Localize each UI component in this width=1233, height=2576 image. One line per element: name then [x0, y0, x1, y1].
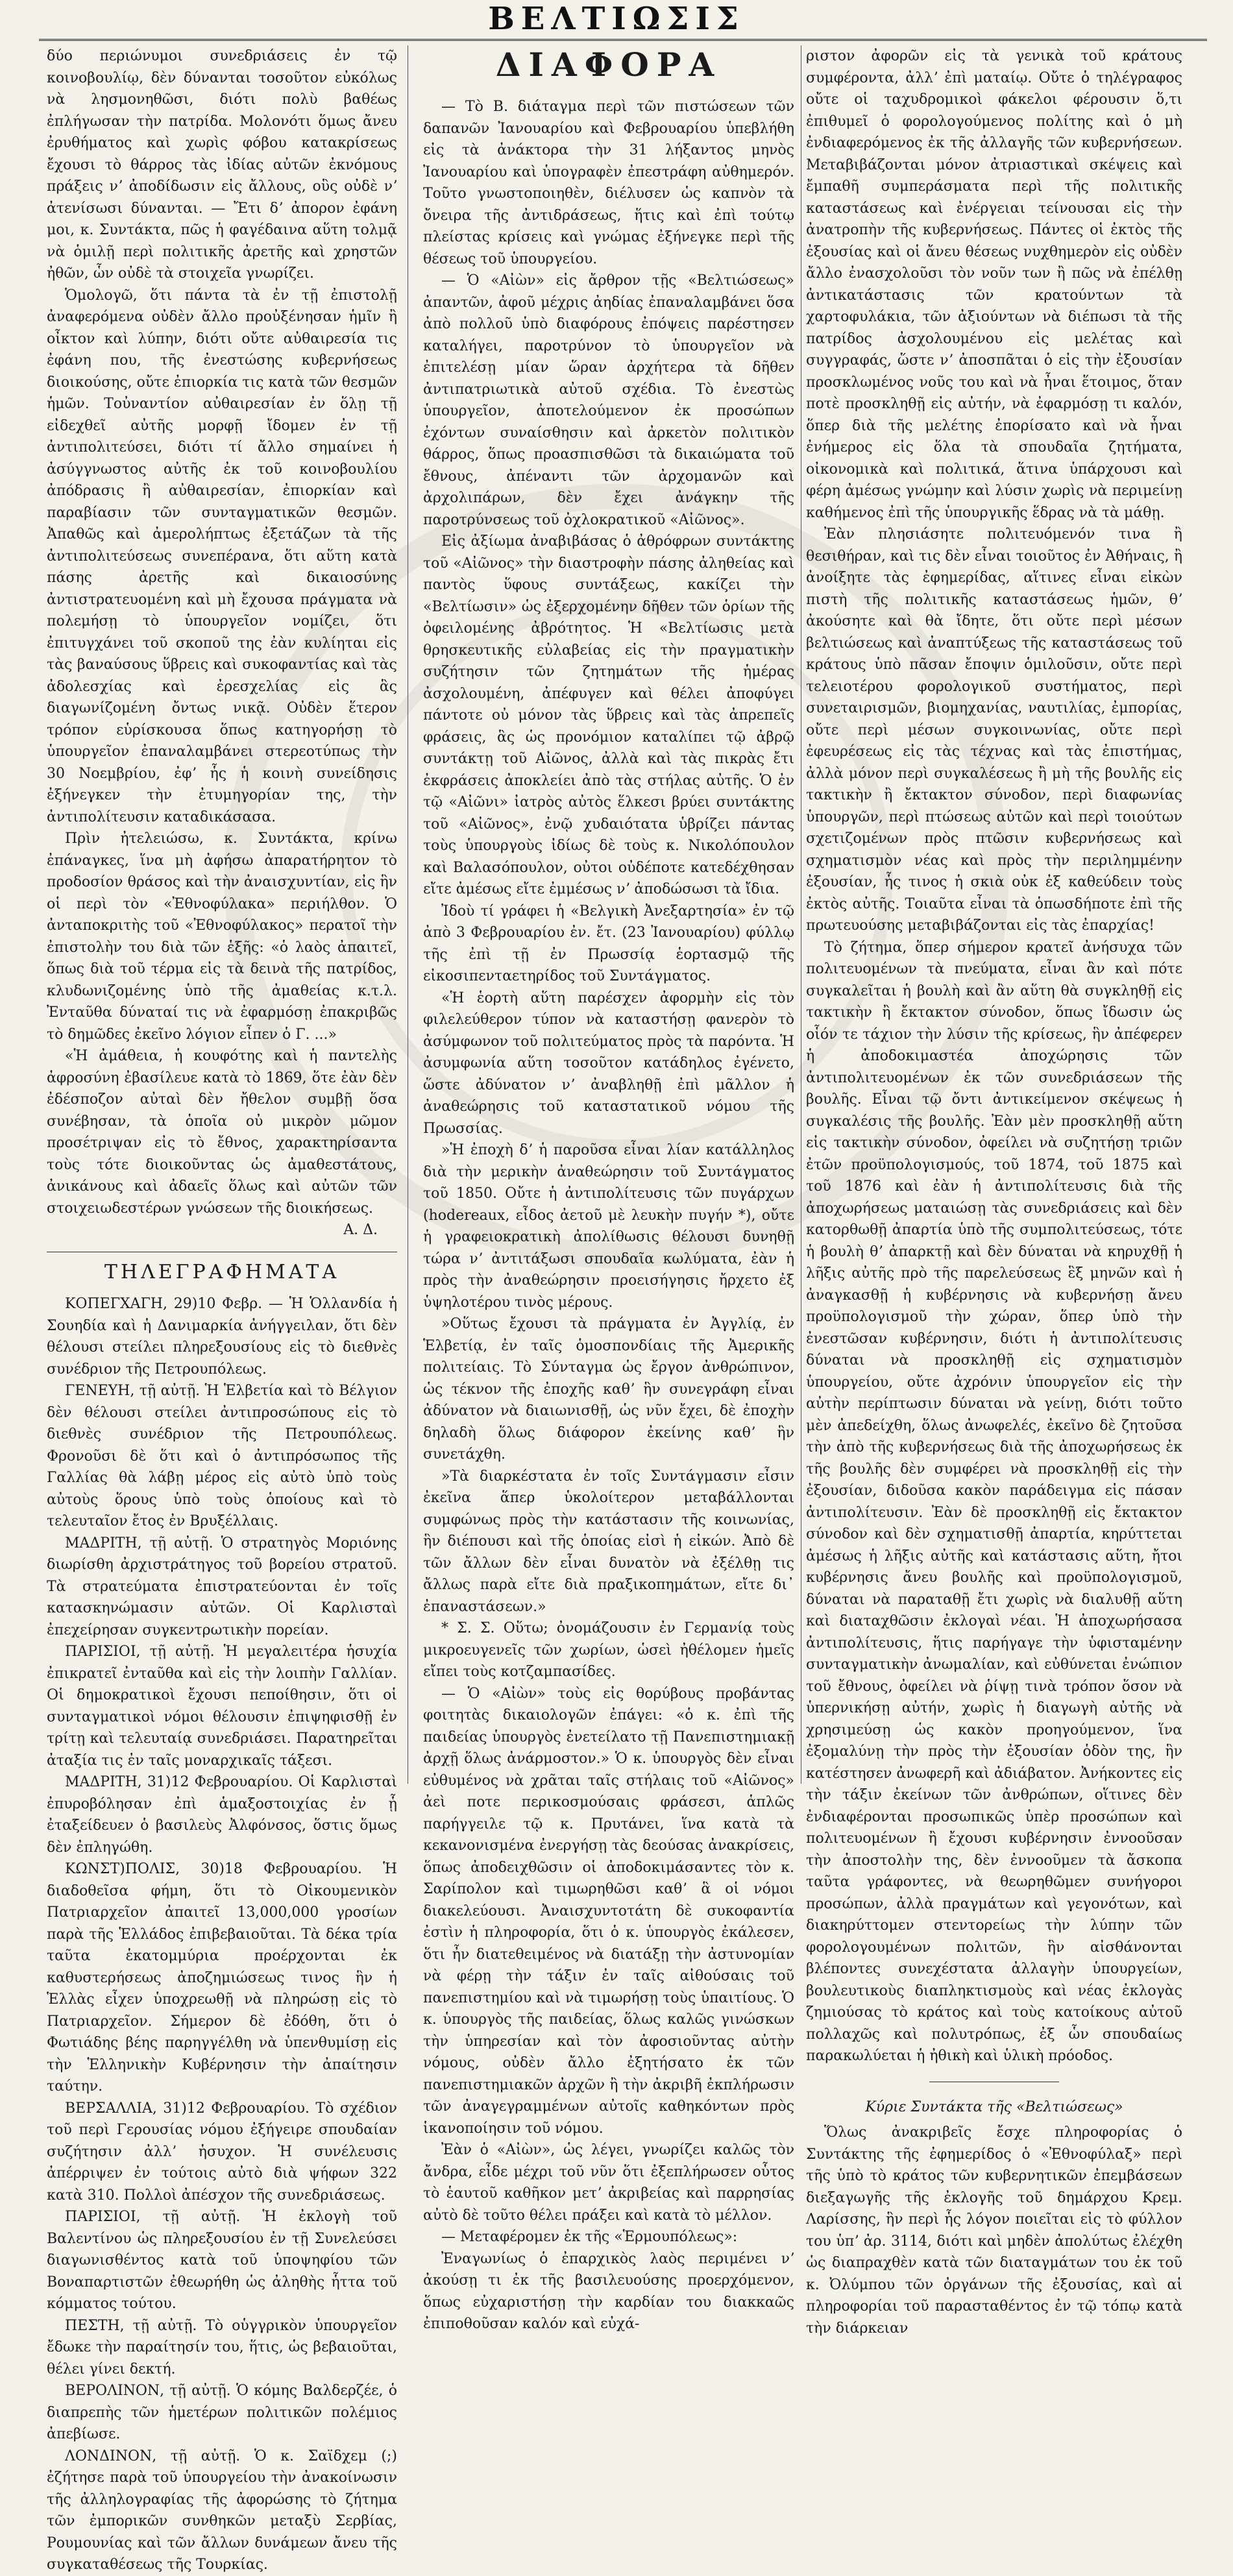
article-paragraph: ριστον ἀφορῶν εἰς τὰ γενικὰ τοῦ κράτους συμφέροντα, ἀλλʼ ἐπὶ ματαίῳ. Οὔτε ὁ τηλέγραφος οὔτε οἱ ταχυδρομικοὶ φάκελοι φέρουσιν ὅ,τι ἐπιθυμεῖ ὁ φορολογούμενος πολίτης καὶ ὁ μὴ ἐνδιαφερόμενος ἐκ τῆς ἀλλαγῆς τῶν κυβερνήσεων. Μεταβιβάζονται μόνον ἀτριαστικαὶ σκέψεις καὶ ἔμπαθῆ συμπεράσματα περὶ τῆς πολιτικῆς καταστάσεως καὶ ἐνέργειαι τείνουσαι εἰς τὴν ἀνατροπὴν τῆς κυβερνήσεως. Πάντες οἱ ἐκτὸς τῆς ἐξουσίας καὶ οἱ ἄνευ θέσεως νυχθημερὸν εἰς οὐδὲν ἄλλο ἐνασχολοῦσι τὸν νοῦν των ἢ πῶς νὰ ἐπέλθῃ ἀντικατάστασις τῶν κρατούντων τὰ χαρτοφυλάκια, τῶν ἀξιούντων νὰ διέπωσι τὰ τῆς πατρίδος ἀσχολουμένου εἰς μελέτας καὶ συγγραφάς, ὥστε νʼ ἀποσπᾶται ὁ εἰς τὴν ἐξουσίαν προσκλωμένος νοῦς του καὶ νὰ ἦναι ἕτοιμος, ὅταν ποτὲ προσκληθῇ εἰς αὐτήν, νὰ ἐφαρμόσῃ τι καλόν, ὅπερ διὰ τῆς μελέτης ἐπορίσατο καὶ νὰ ἦναι ἐνήμερος εἰς ὅλα τὰ σπουδαῖα ζητήματα, οἰκονομικὰ καὶ πολιτικά, ἅτινα ὑπάρχουσι καὶ φέρη ἀμέσως γνώμην καὶ λύσιν χωρὶς νὰ περιμείνῃ καθήμενος ἐπὶ τῆς ὑπουργικῆς ἕδρας νὰ τὰ μάθῃ.	[806, 48, 1182, 521]
article-paragraph: Ἐὰν πλησιάσητε πολιτευόμενόν τινα ἢ θεσιθήραν, καὶ τις δὲν εἶναι τοιοῦτος ἐν Ἀθήναις, ἢ ἀνοίξητε τὰς ἐφημερίδας, αἵτινες εἶναι εἰκὼν πιστὴ τῆς πολιτικῆς καταστάσεως ἡμῶν, θʼ ἀκούσητε καὶ θὰ ἴδητε, ὅτι οὔτε περὶ μέσων βελτιώσεως καὶ ἀναπτύξεως τῆς καταστάσεως τοῦ κράτους ὑπὸ πᾶσαν ἔποψιν ὁμιλοῦσιν, οὔτε περὶ τελειοτέρου φορολογικοῦ συστήματος, περὶ συνεταιρισμῶν, βιομηχανίας, ναυτιλίας, ἐμπορίας, οὔτε περὶ μέσων συγκοινωνίας, οὔτε περὶ ἐφευρέσεως εἰς τὰς τέχνας καὶ τὰς ἐπιστήμας, ἀλλὰ μόνον περὶ συγκαλέσεως ἢ μὴ τῆς βουλῆς εἰς τακτικὴν ἢ ἔκτακτον σύνοδον, περὶ διαφωνίας ὑπουργῶν, περὶ πτώσεως αὐτῶν καὶ περὶ τοιούτων σχετιζομένων πρὸς πτῶσιν κυβερνήσεως καὶ σχηματισμὸν νέας καὶ πρὸς τὴν περιλημμένην ἐξουσίαν, ἧς τινος ἡ σκιὰ οὐκ ἐξ καθεύδειν τοὺς ἐκτὸς αὐτῆς. Τοιαῦτα εἶναι τὰ ὁπωσδήποτε ἐπὶ τῆς πρωτευούσης μεταβιβάζονται εἰς τὰς ἐπαρχίας!	[806, 526, 1182, 934]
article-paragraph: — Ὁ «Αἰὼν» εἰς ἄρθρον τῇς «Βελτιώσεως» ἀπαντῶν, ἀφοῦ μέχρις ἀηδίας ἐπαναλαμβάνει ὅσα ἀπὸ πολλοῦ ὑπὸ διαφόρους ἐπόψεις παρέστησεν καταλήγει, παροτρύνον τὸ ὑπουργεῖον νὰ ἐπιτελέσῃ μίαν ὥραν ἀρχήτερα τὰ δῆθεν ἀντιπατριωτικὰ αὐτοῦ σχέδια. Τὸ ἐνεστὼς ὑπουργεῖον, ἀποτελούμενον ἐκ προσώπων ἐχόντων συναίσθησιν καὶ ἀρκετὸν πολιτικὸν θάρρος, ὅπως προασπισθῶσι τὰ δικαιώματα τοῦ ἔθνους, ἀπέναντι τῶν ἀρχομανῶν καὶ ἀρχολιπάρων, δὲν ἔχει ἀνάγκην τῆς παροτρύνσεως τοῦ ὀχλοκρατικοῦ «Αἰῶνος».	[423, 273, 794, 528]
article-paragraph: Ἐὰν ὁ «Αἰὼν», ὡς λέγει, γνωρίζει καλῶς τὸν ἄνδρα, εἶδε μέχρι τοῦ νῦν ὅτι ἐξεπλήρωσεν οὗτος τὸ ἑαυτοῦ καθῆκον μετʼ ἀκριβείας καὶ παρρησίας αὐτὸ δὲ τοῦτο θέλει πράξει καὶ κατὰ τὸ μέλλον.	[423, 2142, 794, 2224]
article-paragraph: — Ὁ «Αἰὼν» τοὺς εἰς θορύβους προβάντας φοιτητὰς δικαιολογῶν ἐπάγει: «ὁ κ. ἐπὶ τῆς παιδείας ὑπουργὸς ἐνετείλατο τῇ Πανεπιστημιακῇ ἀρχῇ ὅλως ἀνάρμοστον.» Ὁ κ. ὑπουργὸς δὲν εἶναι εὐθυμένος νὰ χρᾶται ταῖς στήλαις τοῦ «Αἰῶνος» ἀεὶ ποτε περικοσμούσαις φράσεσι, ἁπλῶς παρήγγειλε τῷ κ. Πρυτάνει, ἵνα κατὰ τὰ κεκανονισμένα ἐνεργήσῃ τὰς δεούσας ἀνακρίσεις, ὅπως ἀποδειχθῶσιν οἱ ἀποδοκιμάσαντες τὸν κ. Σαρίπολον καὶ τιμωρηθῶσι καθʼ ἃ οἱ νόμοι διακελεύουσι. Ἀναισχυντοτάτη δὲ συκοφαντία ἐστὶν ἡ πληροφορία, ὅτι ὁ κ. ὑπουργὸς ἐκάλεσεν, ὅτι ἦν διατεθειμένος νὰ διατάξῃ τὴν ἀστυνομίαν νὰ φέρῃ τὴν τάξιν ἐν ταῖς αἰθούσαις τοῦ πανεπιστημίου καὶ νὰ τιμωρήσῃ τοὺς ὑπαιτίους. Ὁ κ. ὑπουργὸς τῆς παιδείας, ὅλως καλῶς γινώσκων τὴν ὑπηρεσίαν καὶ τὸν ἀφοσιοῦντας αὐτὴν νόμους, οὐδὲν ἄλλο ἐξητήσατο ἐκ τῶν πανεπιστημιακῶν ἀρχῶν ἢ τὴν ἀκριβῆ ἐκπλήρωσιν τῶν ἀναγεγραμμένων αὐτοῖς καθηκόντων πρὸς ἱκανοποίησιν τοῦ νόμου.	[423, 1685, 794, 2137]
article-paragraph: — Τὸ Β. διάταγμα περὶ τῶν πιστώσεων τῶν δαπανῶν Ἰανουαρίου καὶ Φεβρουαρίου ὑπεβλήθη εἰς τὰ ἀνάκτορα τὴν 31 λήξαντος μηνὸς Ἰανουαρίου καὶ ὑπογραφὲν ἐπεστράφη αὐθημερόν. Τοῦτο γνωστοποιηθὲν, διέλυσεν ὡς καπνὸν τὰ ὄνειρα τῆς ἀντιδράσεως, ἥτις καὶ ἐπὶ τούτῳ πλείστας κρίσεις καὶ γνώμας ἐξήνεγκε περὶ τῆς θέσεως τοῦ ὑπουργείου.	[423, 99, 794, 267]
telegram-item: ΜΑΔΡΙΤΗ, 31)12 Φεβρουαρίου. Οἱ Καρλισταὶ ἐπυροβόλησαν ἐπὶ ἁμαξοστοιχίας ἐν ᾗ ἐταξείδευεν ὁ βασιλεὺς Ἀλφόνσος, ὅστις ὅμως δὲν ἐπληγώθη.	[47, 1774, 397, 1856]
article-paragraph: Ὁμολογῶ, ὅτι πάντα τὰ ἐν τῇ ἐπιστολῇ ἀναφερόμενα οὐδὲν ἄλλο προὐξένησαν ἡμῖν ἢ οἶκτον καὶ λύπην, διότι οὔτε αὐθαιρεσία τις ἐφάνη που, τῆς ἐνεστώσης κυβερνήσεως διοικούσης, οὔτε ἐπιορκία τις κατὰ τῶν θεσμῶν ἡμῶν. Τοὐναντίον αὐθαιρεσίαν ἐν ὅλῃ τῇ εἰδεχθεῖ αὐτῆς μορφῇ ἴδομεν ἐν τῇ ἀντιπολιτεύσει, διότι τί ἄλλο σημαίνει ἡ ἀσύγγνωστος αὐτῆς ἐκ τοῦ κοινοβουλίου ἀπόδρασις ἢ αὐθαιρεσίαν, ἐπιορκίαν καὶ παραβίασιν τῶν συνταγματικῶν θεσμῶν. Ἀπαθῶς καὶ ἀμερολήπτως ἐξετάζων τὰ τῆς ἀντιπολιτεύσεως συνεπέρανα, ὅτι αὕτη κατὰ πάσης ἀρετῆς καὶ δικαιοσύνης ἀντιστρατευομένη καὶ μὴ ἔχουσα πράγματα νὰ πολεμήσῃ τὸ ὑπουργεῖον νομίζει, ὅτι ἐπιτυγχάνει τοῦ σκοποῦ της ἐὰν κυλίηται εἰς τὰς βαναύσους ὕβρεις καὶ συκοφαντίας καὶ τὰς ἀδολεσχίας καὶ ἐρεσχελίας εἰς ἃς διαγωνίζομένη ὄντως νικᾷ. Οὐδὲν ἕτερον τρόπον εὑρίσκουσα ὅπως κατηγορήσῃ τὸ ὑπουργεῖον ἐπαναλαμβάνει στερεοτύπως τὴν 30 Νοεμβρίου, ἐφʼ ἧς ἡ κοινὴ συνείδησις ἐξήνεγκεν τὴν ἐτυμηγορίαν της, τὴν ἀντιπολίτευσιν καταδικάσασα.	[47, 287, 397, 825]
telegram-item: ΒΕΡΣΑΛΛΙΑ, 31)12 Φεβρουαρίου. Τὸ σχέδιον τοῦ περὶ Γερουσίας νόμου ἐξήγειρε σπουδαίαν συζήτησιν ἀλλʼ ἡσυχον. Ἡ συνέλευσις ἀπέρριψεν ἐν τούτοις αὐτὸ διὰ ψήφων 322 κατὰ 310. Πολλοὶ ἀπέσχον τῆς συνεδριάσεως.	[47, 2100, 397, 2204]
telegram-item: ΠΕΣΤΗ, τῇ αὐτῇ. Τὸ οὑγγρικὸν ὑπουργεῖον ἔδωκε τὴν παραίτησίν του, ἥτις, ὡς βεβαιοῦται, θέλει γίνει δεκτή.	[47, 2317, 397, 2377]
telegrams-heading: ΤΗΛΕΓΡΑΦΗΜΑΤΑ	[104, 1260, 340, 1283]
footnote: * Σ. Σ. Οὕτω; ὀνομάζουσιν ἐν Γερμανίᾳ τοὺς μικροευγενεῖς τῶν χωρίων, ὡσεὶ ἠθέλομεν ἡμεῖς εἴπει τοὺς κοτζαμπασίδες.	[423, 1620, 794, 1680]
column-2	[423, 45, 794, 2332]
telegram-item: ΒΕΡΟΛΙΝΟΝ, τῇ αὐτῇ. Ὁ κόμης Βαλδερζέε, ὁ διαπρεπὴς τῶν ἡμετέρων πολιτικῶν πολέμιος ἀπεβίωσε.	[47, 2383, 397, 2442]
masthead-rule	[39, 39, 1207, 41]
telegram-item: ΚΟΠΕΓΧΑΓΗ, 29)10 Φεβρ. — Ἡ Ὁλλανδία ἡ Σουηδία καὶ ἡ Δανιμαρκία ἀνήγγειλαν, ὅτι δὲν θέλουσι στείλει πληρεξουσίους εἰς τὸ διεθνὲς συνέδριον τῆς Πετρουπόλεως.	[47, 1296, 397, 1378]
miscellany-heading: ΔΙΑΦΟΡΑ	[495, 45, 722, 84]
article-paragraph: Ἰδοὺ τί γράφει ἡ «Βελγικὴ Ἀνεξαρτησία» ἐν τῷ ἀπὸ 3 Φεβρουαρίου ἐν. ἔτ. (23 Ἰανουαρίου) φύλλῳ τῆς ἐπὶ τῇ ἐν Πρωσσίᾳ ἑορτασμῷ τῆς εἰκοσιπενταετηρίδος τοῦ Συντάγματος.	[423, 903, 794, 984]
telegram-item: ΓΕΝΕΥΗ, τῇ αὐτῇ. Ἡ Ἑλβετία καὶ τὸ Βέλγιον δὲν θέλουσι στείλει ἀντιπροσώπους εἰς τὸ διεθνὲς συνέδριον τῆς Πετρουπόλεως. Φρονοῦσι δὲ ὅτι καὶ ὁ ἀντιπρόσωπος τῆς Γαλλίας θὰ λάβῃ μέρος εἰς αὐτὸ ὑπὸ τοὺς αὐτοὺς ὅρους ὑπὸ τοὺς ὁποίους καὶ τὸ τελευταῖον ἔτος ἐν Βρυξέλλαις.	[47, 1383, 397, 1529]
column-1	[47, 45, 397, 2573]
masthead	[0, 0, 1233, 40]
article-paragraph: »Τὰ διαρκέστατα ἐν τοῖς Συντάγμασιν εἶσιν ἐκεῖνα ἅπερ ὑκολοίτερον μεταβάλλονται συμφώνως πρὸς τὴν κατάστασιν τῆς κοινωνίας, ἣν διέπουσι καὶ τῆς ὁποίας εἰσὶ ἡ εἰκών. Ἀπὸ δὲ τῶν ἄλλων δὲν εἶναι δυνατὸν νὰ ἐξέλθῃ τις ἄλλως παρὰ εἴτε διὰ πραξικοπημάτων, εἴτε δι᾽ ἐπαναστάσεων.»	[423, 1468, 794, 1615]
telegram-item: ΠΑΡΙΣΙΟΙ, τῇ αὐτῇ. Ἡ μεγαλειτέρα ἡσυχία ἐπικρατεῖ ἐνταῦθα καὶ εἰς τὴν λοιπὴν Γαλλίαν. Οἱ δημοκρατικοὶ ἔχουσι πεποίθησιν, ὅτι οἱ συνταγματικοὶ νόμοι θέλουσιν ἐπιψηφισθῇ ἐν τρίτῃ καὶ τελευταίᾳ συνεδριάσει. Παρατηρεῖται ἀταξία τις ἐν ταῖς μοναρχικαῖς τάξεσι.	[47, 1644, 397, 1769]
article-paragraph: »Ἡ ἐποχὴ δʼ ἡ παροῦσα εἶναι λίαν κατάλληλος διὰ τὴν μερικὴν ἀναθεώρησιν τοῦ Συντάγματος τοῦ 1850. Οὔτε ἡ ἀντιπολίτευσις τῶν πυγάρχων (hodereaux, εἶδος ἀετοῦ μὲ λευκὴν πυγήν *), οὔτε ἡ γραφειοκρατικὴ ἀπολίθωσις θέλουσι δυνηθῇ τώρα νʼ ἀντιτάξωσι σπουδαῖα κωλύματα, ἐὰν ἡ πρὸς τὴν ἀναθεώρησιν προεισήγησις ἤρχετο ἐξ ὑψηλοτέρου τινὸς μέρους.	[423, 1142, 794, 1311]
article-paragraph: Τὸ ζήτημα, ὅπερ σήμερον κρατεῖ ἀνήσυχα τῶν πολιτευομένων τὰ πνεύματα, εἶναι ἂν καὶ πότε συγκαλεῖται ἡ βουλὴ καὶ ἂν αὕτη θὰ συγκληθῇ εἰς τακτικὴν ἢ ἔκτακτον σύνοδον, ὅπως ἴδωσιν ὡς οἷόν τε τάχιον τὴν λύσιν τῆς κρίσεως, ἣν ἀπέφερεν ἡ ἀποδοκιμαστέα ἀποχώρησις τῶν ἀντιπολιτευομένων ἐκ τῶν συνεδριάσεων τῆς βουλῆς. Εἶναι τῷ ὄντι ἀντικείμενον σκέψεως ἡ συγκαλέσις τῆς βουλῆς. Ἐὰν μὲν προσκληθῇ αὕτη εἰς τακτικὴν σύνοδον, ὀφείλει νὰ συζητήσῃ τριῶν ἐτῶν προϋπολογισμούς, τοῦ 1874, τοῦ 1875 καὶ τοῦ 1876 καὶ ἐὰν ἡ ἀντιπολίτευσις διὰ τῆς ἀποχωρήσεως ματαιώσῃ τὰς συνεδριάσεις καὶ δὲν κατορθωθῇ ἀπαρτία ὑπὸ τῆς συμπολιτεύσεως, τότε ἡ βουλὴ θʼ ἀπαρκτῇ καὶ δὲν δύναται νὰ κηρυχθῇ ἡ λῆξις αὐτῆς πρὸ τῆς παρελεύσεως ἓξ μηνῶν καὶ ἡ ἀναγκασθῇ ἡ κυβέρνησις νὰ κυβερνήσῃ ἄνευ προϋπολογισμοῦ τὴν χώραν, ὅπερ ὑπὸ τὴν ἐνεστῶσαν κυβέρνησιν, διότι ἡ ἀντιπολίτευσις δύναται νὰ προσκληθῇ εἰς σχηματισμὸν ὑπουργείου, οὔτε ἀχρόνιν ὑπουργεῖον εἰς τὴν αὐτὴν περίπτωσιν δύναται νὰ γείνῃ, διότι τοῦτο μὲν ἀπεδείχθη, ὅλως ἀνωφελές, ἐκεῖνο δὲ ζητοῦσα τὴν ἀπὸ τῆς κυβερνήσεως διὰ τῆς ἀποχωρήσεως ἐκ τῆς βουλῆς δὲν συμφέρει νὰ προσκληθῇ εἰς τὴν ἐξουσίαν, διδοῦσα κακὸν παράδειγμα εἰς πάσαν ἀντιπολίτευσιν. Ἐὰν δὲ προσκληθῇ εἰς ἔκτακτον σύνοδον καὶ δὲν σχηματισθῇ ἀπαρτία, κηρύττεται ἀμέσως ἡ λῆξις αὐτῆς καὶ κατάστασις αὕτη, ἤτοι κυβέρνησις ἄνευ βουλῆς καὶ προϋπολογισμοῦ, δύναται νὰ παραταθῇ ἔτι χωρὶς νὰ διαλυθῇ αὕτη καὶ διαταχθῶσιν ἐκλογαὶ νέαι. Ἡ ἀποχωρήσασα ἀντιπολίτευσις, ἥτις παρήγαγε τὴν ὑφισταμένην συνταγματικὴν ἀνωμαλίαν, καὶ εὐθύνεται ἐνώπιον τοῦ ἔθνους, ὀφείλει νὰ ῥίψῃ τινὰ τρόπον ὅσον νὰ ὑπερνικήσῃ αὐτήν, χωρὶς ἡ διαγωγὴ αὐτῆς νὰ χρησιμεύσῃ ὡς κακὸν προηγούμενον, ἵνα ἐξομαλύνῃ τὴν πρὸς τὴν ἐξουσίαν ὁδὸν της, ἣν κατέστησεν ἀνωφερῆ καὶ ἀδιάβατον. Ἀνήκοντες εἰς τὴν τάξιν ἐκείνων τῶν ἀνθρώπων, οἵτινες δὲν ἐνδιαφέρονται προσωπικῶς ὑπὲρ προσώπων καὶ πολιτευομένων ἢ ἔχουσι κυβέρνησιν ἐννοοῦσαν τὴν ἀποστολὴν της, δὲν ἐννοοῦμεν τὰ ἄσκοπα ταῦτα γράφοντες, νὰ θεωρηθῶμεν συνήγοροι προσώπων, ἀλλὰ πραγμάτων καὶ γεγονότων, καὶ διακηρύττομεν στεντορείως τὴν λύπην τῶν φορολογουμένων πολιτῶν, ἣν αἰσθάνονται βλέποντες συνεχέστατα ἀλλαγὴν ὑπουργείων, βουλευτικοὺς διαπληκτισμοὺς καὶ νέας ἐκλογὰς ζημιούσας τὸ κράτος καὶ τοὺς κατοίκους αὐτοῦ πολλαχῶς καὶ πολυτρόπως, ἐξ ὧν σπουδαίως παρακωλύεται ἡ ἠθικὴ καὶ ὑλικὴ πρόοδος.	[806, 939, 1182, 2064]
letter-paragraph: Ὅλως ἀνακριβεῖς ἔσχε πληροφορίας ὁ Συντάκτης τῆς ἐφημερίδος ὁ «Ἐθνοφύλαξ» περὶ τῆς ὑπὸ τὸ κράτος τῶν κυβερνητικῶν ἐπεμβάσεων διεξαγωγῆς τῆς ἐκλογῆς τοῦ δημάρχου Κρεμ. Λαρίσσης, ἣν περὶ ἧς λόγον ποιεῖται εἰς τὸ φύλλον του ὑπʼ ἀρ. 3114, διότι καὶ μηδὲν ἀπολύτως ἐλέχθη ὡς διαπραχθὲν κατὰ τῶν διαταγμάτων του ἐκ τοῦ κ. Ὀλύμπου τῶν ὀργάνων τῆς ἐξουσίας, καὶ αἱ πληροφορίαι τοῦ παρασταθέντος ἐν τῷ τόπῳ κατὰ τὴν διάρκειαν	[806, 2124, 1182, 2337]
article-paragraph: «Ἡ ἀμάθεια, ἡ κουφότης καὶ ἡ παντελὴς ἀφροσύνη ἐβασίλευε κατὰ τὸ 1869, ὅτε ἐὰν δὲν ἐδέσποζον αὐταὶ δὲν ἤθελον συμβῇ ὅσα συνέβησαν, τὰ ὁποῖα οὐ μικρὸν μῶμον προσέτριψαν εἰς τὸ ἔθνος, χαρακτηρίσαντα τοὺς τότε διοικοῦντας ὡς ἀμαθεστάτους, ἀνικάνους καὶ ἀδαεῖς ὅλως καὶ αὐτῶν τῶν στοιχειωδεστέρων γνώσεων τῆς διοικήσεως.	[47, 1048, 397, 1217]
article-paragraph: Εἰς ἀξίωμα ἀναβιβάσας ὁ ἀθρόφρων συντάκτης τοῦ «Αἰῶνος» τὴν διαστροφὴν πάσης ἀληθείας καὶ παντὸς ὕφους συντάξεως, κακίζει τὴν «Βελτίωσιν» ὡς ἐξερχομένην δῆθεν τῶν ὁρίων τῆς ὀφειλομένης ἀβρότητος. Ἡ «Βελτίωσις μετὰ θρησκευτικῆς εὐλαβείας εἰς τὴν πραγματικὴν συζήτησιν τῶν ζητημάτων τῆς ἡμέρας ἀσχολουμένη, ἀπέφυγεν καὶ θέλει ἀποφύγει πάντοτε οὐ μόνον τὰς ὕβρεις καὶ τὰς ἀπρεπεῖς φράσεις, ἃς ὡς προνόμιον καταλίπει τῷ ἀβρῷ συντάκτῃ τοῦ Αἰῶνος, ἀλλὰ καὶ τὰς πικρὰς ἔτι ἐκφράσεις ἀποκλείει ἀπὸ τὰς στήλας αὐτῆς. Ὁ ἐν τῷ «Αἰῶνι» ἰατρὸς αὐτὸς ἕλκεσι βρύει συντάκτης τοῦ «Αἰῶνος», ἐνῷ χυδαιότατα ὑβρίζει πάντας τοὺς ὑπουργοὺς ἰδίως δὲ τοὺς κ. Νικολόπουλον καὶ Βαλασόπουλον, οὐτοι οὐδέποτε κατεδέχθησαν εἴτε ἀμέσως εἴτε ἐμμέσως νʼ ἀποδώσωσι τὰ ἴδια.	[423, 533, 794, 897]
article-paragraph: «Ἡ ἑορτὴ αὕτη παρέσχεν ἀφορμὴν εἰς τὸν φιλελεύθερον τύπον νὰ καταστήσῃ φανερὸν τὸ ἀσύμφωνον τοῦ πολιτεύματος πρὸς τὰ παρόντα. Ἡ ἀσυμφωνία αὕτη τοσοῦτον κατάδηλος ἐγένετο, ὥστε ἀδύνατον νʼ ἀναβληθῇ ἐπὶ μᾶλλον ἡ ἀναθεώρησις τοῦ καταστατικοῦ νόμου τῆς Πρωσσίας.	[423, 990, 794, 1137]
article-paragraph: Πρὶν ἠτελειώσω, κ. Συντάκτα, κρίνω ἐπάναγκες, ἵνα μὴ ἀφήσω ἀπαρατήρητον τὸ προδοσίον θράσος καὶ τὴν ἀναισχυντίαν, εἰς ἣν οἱ περὶ τὸν «Ἐθνοφύλακα» περιήλθον. Ὁ ἀνταποκριτὴς τοῦ «Ἐθνοφύλακος» περατοῖ τὴν ἐπιστολὴν του διὰ τῶν ἑξῆς: «ὁ λαὸς ἀπαιτεῖ, ὅπως διὰ τοῦ τέρμα εἰς τὰ δεινὰ τῆς πατρίδος, κλυδωνιζομένης ὑπὸ τῆς ἀμαθείας κ.τ.λ. Ἐνταῦθα δύναταί τις νὰ ἐφαρμόσῃ ἐπακριβῶς τὸ δημῶδες ἐκεῖνο λόγιον εἶπεν ὁ Γ. ...»	[47, 831, 397, 1043]
article-paragraph: — Μεταφέρομεν ἐκ τῆς «Ἑρμουπόλεως»:	[441, 2229, 738, 2245]
telegram-item: ΚΩΝΣΤ)ΠΟΛΙΣ, 30)18 Φεβρουαρίου. Ἡ διαδοθεῖσα φήμη, ὅτι τὸ Οἰκουμενικὸν Πατριαρχεῖον ἀπαιτεῖ 13,000,000 γροσίων παρὰ τῆς Ἑλλάδος ἐπιβεβαιοῦται. Τὰ δέκα τρία ταῦτα ἑκατομμύρια προέρχονται ἐκ καθυστερήσεως ἀποζημιώσεως τινος ἣν ἡ Ἑλλὰς εἶχεν ὑποχρεωθῇ νὰ πληρώσῃ εἰς τὸ Πατριαρχεῖον. Σήμερον δὲ ἐδόθη, ὅτι ὁ Φωτιάδης βέης παρηγγέλθη νὰ ὑπενθυμίσῃ εἰς τὴν Ἑλληνικὴν Κυβέρνησιν τὴν ἀπαίτησιν ταύτην.	[47, 1861, 397, 2095]
telegram-item: ΠΑΡΙΣΙΟΙ, τῇ αὐτῇ. Ἡ ἐκλογὴ τοῦ Βαλεντίνου ὡς πληρεξουσίου ἐν τῇ Συνελεύσει διαγωνισθέντος κατὰ τοῦ ὑποψηφίου τῶν Βοναπαρτιστῶν ἐθεωρήθη ὡς ἀληθὴς ἧττα τοῦ κόμματος τούτου.	[47, 2209, 397, 2312]
author-signature: Α. Δ.	[343, 1222, 378, 1238]
article-paragraph: »Οὕτως ἔχουσι τὰ πράγματα ἐν Ἀγγλίᾳ, ἐν Ἑλβετίᾳ, ἐν ταῖς ὁμοσπονδίαις τῆς Ἀμερικῆς πολιτείαις. Τὸ Σύνταγμα ὡς ἔργον ἀνθρώπινον, ὡς τέκνον τῆς ἐποχῆς καθʼ ἣν συνεγράφη εἶναι ἀδύνατον νὰ διαιωνισθῇ, ὡς νῦν ἔχει, δὲ ἐποχὴν δηλαδὴ ὅλως διάφορον ἐκείνης καθʼ ἣν συνετάχθη.	[423, 1316, 794, 1463]
newspaper-title: ΒΕΛΤΙΩΣΙΣ	[488, 1, 745, 37]
telegram-item: ΜΑΔΡΙΤΗ, τῇ αὐτῇ. Ὁ στρατηγὸς Μοριόνης διωρίσθη ἀρχιστράτηγος τοῦ βορείου στρατοῦ. Τὰ στρατεύματα ἐπιστρατεύονται ἐν τοῖς κατασκηνώμασιν αὐτῶν. Οἱ Καρλισταὶ ἐπεχείρησαν συγκεντρωτικὴν πορείαν.	[47, 1535, 397, 1638]
letter-salutation: Κύριε Συντάκτα τῆς «Βελτιώσεως»	[865, 2098, 1123, 2115]
article-paragraph: δύο περιώνυμοι συνεδριάσεις ἐν τῷ κοινοβουλίῳ, δὲν δύνανται τοσοῦτον εὐκόλως νὰ λησμονηθῶσι, διότι πολὺ βαθέως ἐπλήγωσαν τὴν πατρίδα. Μολονότι ὅμως ἄνευ ἐρυθήματος καὶ χωρὶς φόβου κατακρίσεως ἔχουσι τὸ θάρρος τὰς ἰδίας αὐτῶν ἐκνόμους πράξεις νʼ ἀποδίδωσιν εἰς ἄλλους, οὓς οὐδὲ νʼ ἀτενίσωσι δύνανται. — Ἔτι δʼ ἀπορον ἐφάνη μοι, κ. Συντάκτα, πῶς ἡ φαγέδαινα αὕτη τολμᾷ νὰ ὁμιλῇ περὶ πολιτικῆς ἀρετῆς καὶ χρηστῶν ἠθῶν, ὧν οὐδὲ τὰ στοιχεῖα γνωρίζει.	[47, 48, 397, 282]
article-paragraph: Ἐναγωνίως ὁ ἐπαρχικὸς λαὸς περιμένει νʼ ἀκούσῃ τι ἐκ τῆς βασιλευούσης προερχόμενον, ὅπως εὐχαριστήσῃ τὴν καρδίαν του διακκαῶς ἐπιποθοῦσαν καλόν καὶ εὐχά-	[423, 2250, 794, 2332]
telegram-item: ΛΟΝΔΙΝΟΝ, τῇ αὐτῇ. Ὁ κ. Σαϊδχεμ (;) ἐζήτησε παρὰ τοῦ ὑπουργείου τὴν ἀνακοίνωσιν τῆς ἀλληλογραφίας τῆς ἀφορώσης τὸ ζήτημα τῶν ἐμπορικῶν συνθηκῶν μεταξὺ Σερβίας, Ρουμουνίας καὶ τῶν ἄλλων δυνάμεων ἄνευ τῆς συγκαταθέσεως τῆς Τουρκίας.	[47, 2448, 397, 2573]
column-3	[806, 45, 1182, 2337]
